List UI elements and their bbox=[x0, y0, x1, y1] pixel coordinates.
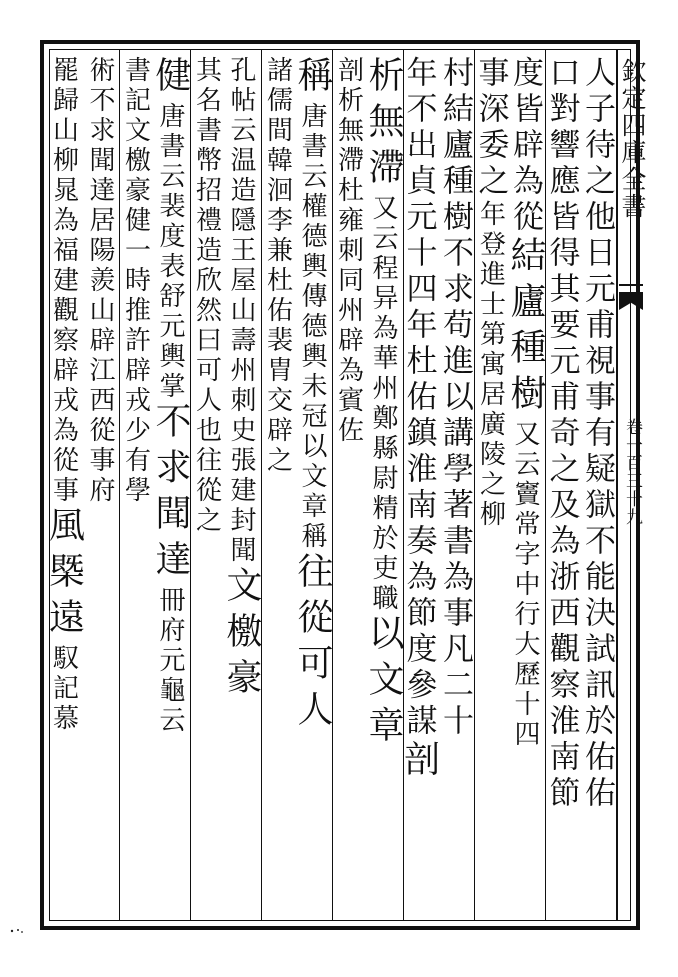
headword: 剖 bbox=[398, 740, 440, 786]
text-column bbox=[363, 56, 404, 916]
text-column bbox=[472, 56, 508, 916]
annotation-text: 唐書云裴度表舒元輿掌 bbox=[155, 102, 185, 402]
headword: 稱 bbox=[292, 56, 333, 102]
text-column bbox=[43, 56, 85, 916]
headword: 結廬種樹 bbox=[505, 236, 546, 420]
annotation-text: 唐書云權德輿傳德輿未冠以文章稱 bbox=[297, 102, 327, 552]
annotation-text: 又云程异為華州鄭縣尉精於吏職 bbox=[368, 194, 398, 614]
text-column bbox=[543, 56, 579, 916]
annotation-text: 其名書幣招禮造欣然曰可人也往從之 bbox=[191, 56, 222, 536]
annotation-text: 又云竇常字中行大歷十四 bbox=[510, 420, 540, 750]
annotation-text: 年登進士第寓居廣陵之柳 bbox=[475, 200, 506, 530]
annotation-text: 罷歸山柳晁為福建觀察辟戎為從事 bbox=[48, 56, 79, 506]
text-column bbox=[150, 56, 191, 916]
text-column bbox=[398, 56, 440, 916]
text-column bbox=[117, 56, 153, 916]
body-text: 度皆辟為從 bbox=[507, 56, 543, 236]
headword: 文檄豪 bbox=[221, 566, 262, 704]
column-rule bbox=[616, 49, 617, 921]
text-column bbox=[188, 56, 224, 916]
text-column bbox=[579, 56, 615, 916]
text-column bbox=[330, 56, 366, 916]
juan-number: 卷一百三十九 bbox=[622, 418, 642, 526]
text-column bbox=[82, 56, 118, 916]
body-text: 年不出貞元十四年杜佑鎮淮南奏為節度參謀 bbox=[400, 56, 437, 740]
body-text: 人子待之他日元甫視事有疑獄不能決試訊於佑佑 bbox=[579, 56, 615, 812]
annotation-text: 孔帖云温造隱王屋山壽州刺史張建封聞 bbox=[226, 56, 256, 566]
headword: 風槩遠 bbox=[43, 506, 85, 644]
headword: 不求聞達 bbox=[150, 402, 191, 586]
annotation-text: 冊府元龜云 bbox=[155, 586, 185, 736]
text-column bbox=[221, 56, 262, 916]
annotation-text: 辟戎少有學 bbox=[120, 356, 151, 506]
book-title: 欽定四庫全書 bbox=[618, 58, 647, 220]
scan-speck bbox=[10, 928, 24, 934]
body-text: 村結廬種樹不求苟進以講學著書為事凡二十 bbox=[437, 56, 473, 740]
headword: 以文章 bbox=[363, 614, 404, 752]
fishtail-rule bbox=[619, 284, 643, 286]
headword: 健 bbox=[150, 56, 191, 102]
annotation-text: 馭記慕 bbox=[48, 644, 79, 734]
headword: 析無滯 bbox=[363, 56, 404, 194]
text-column bbox=[259, 56, 295, 916]
text-column bbox=[505, 56, 546, 916]
annotation-text: 術不求聞達居陽羨山辟江西從事府 bbox=[85, 56, 115, 506]
body-text: 口對響應皆得其要元甫奇之及為浙西觀察淮南節 bbox=[543, 56, 580, 812]
text-column bbox=[292, 56, 333, 916]
annotation-text: 書記文檄豪健一時推許 bbox=[120, 56, 151, 356]
annotation-text: 諸儒間韓洄李兼杜佑裴胄交辟之 bbox=[262, 56, 293, 476]
text-column bbox=[437, 56, 473, 916]
annotation-text: 剖析無滯杜雍刺同州辟為賓佐 bbox=[333, 56, 364, 446]
body-text: 事深委之 bbox=[472, 56, 509, 200]
headword: 往從可人 bbox=[292, 552, 333, 736]
